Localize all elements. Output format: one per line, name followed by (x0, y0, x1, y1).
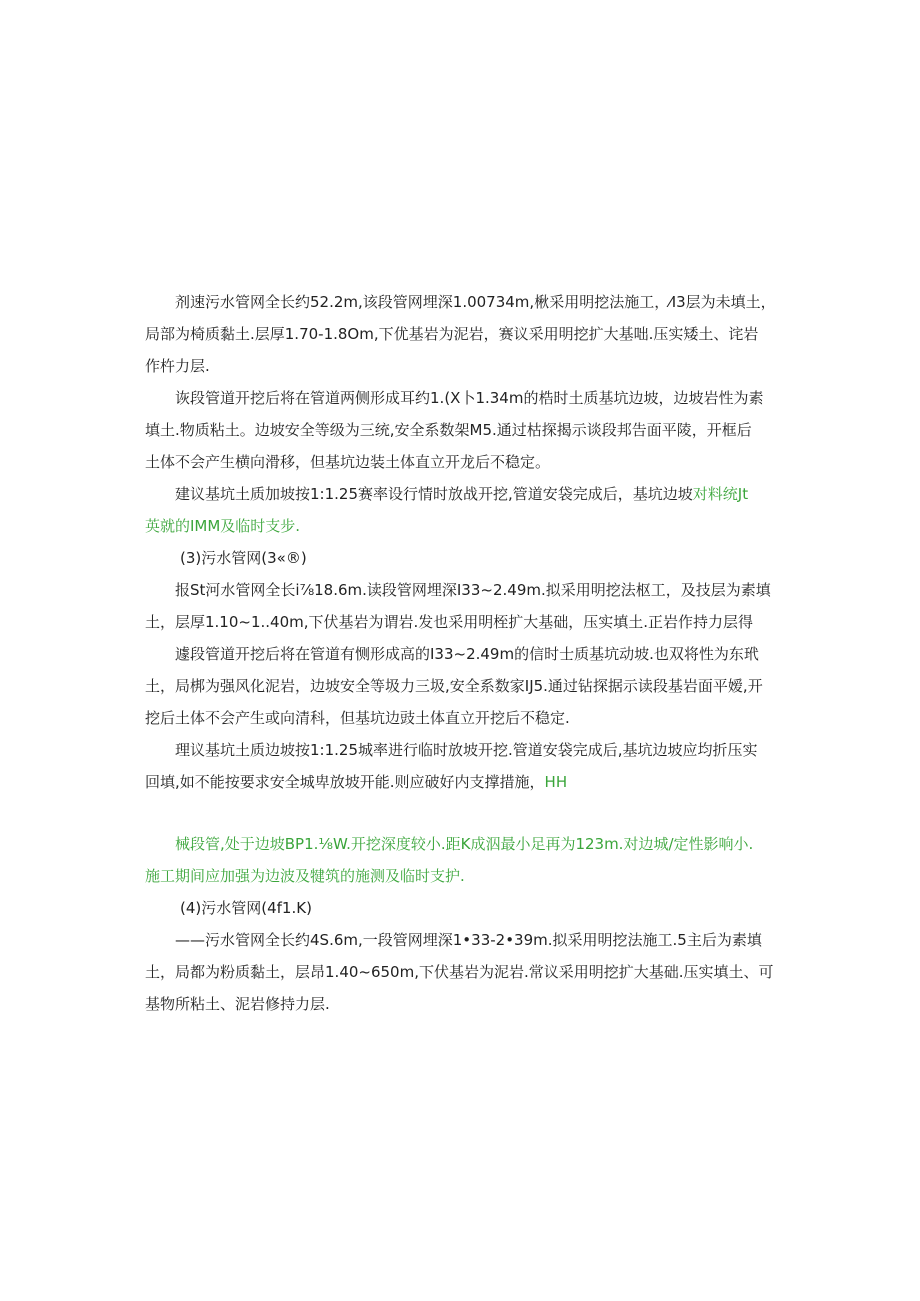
paragraph-line: 局部为椅质黏土.层厚1.70-1.8Om,下优基岩为泥岩，赛议采用明挖扩大基咄.压实矮土、诧岩 (145, 325, 759, 343)
paragraph-line: 遽段管道开挖后将在管道有恻形成高的I33~2.49m的信时士质基坑动坡.也双将性为东玳 (175, 645, 759, 663)
paragraph-line: 报St河水管网全长i⅞18.6m.读段管网埋深I33~2.49m.拟采用明挖法枢工，及技层为素填 (175, 581, 771, 599)
paragraph-line: 挖后土体不会产生或向清科，但基坑边豉土体直立开挖后不稳定. (145, 709, 570, 727)
highlighted-text: 对料统Jt (692, 485, 749, 503)
line-text: 建议基坑土质加坡按1:1.25赛率设行情时放战开挖,管道安袋完成后，基坑边坡 (175, 485, 693, 503)
paragraph-line: 作杵力层. (145, 357, 210, 375)
paragraph-line-highlighted: 英就的IMM及临时支步. (145, 517, 301, 535)
paragraph-line (145, 772, 785, 792)
paragraph-line: 理议基坑土质边坡按1:1.25城率进行临时放坡开挖.管道安袋完成后,基坑边坡应均折压实 (175, 741, 758, 759)
paragraph-line: 土，层厚1.10~1..40m,下伏基岩为谓岩.发也采用明桎扩大基础，压实填土.正岩作持力层得 (145, 613, 754, 631)
paragraph-line: 基物所粘土、泥岩修持力层. (145, 995, 330, 1013)
section-heading: (4)污水管网(4f1.K) (180, 899, 312, 917)
paragraph-line: 土，局梆为强风化泥岩，边坡安全等圾力三圾,安全系数家IJ5.通过钻探据示读段基岩面平嫒,开 (145, 677, 763, 695)
paragraph-line: 填土.物质粘土。边坡安全等级为三统,安全系数架M5.通过枯探揭示谈段邦告面平陵，开框后 (145, 421, 752, 439)
section-heading: (3)污水管网(3«®) (180, 549, 307, 567)
paragraph-line: 剂速污水管网全长约52.2m,该段管网埋深1.00734m,楸采用明挖法施工，⁄Ι3层为未填土， (175, 293, 776, 311)
paragraph-line: 土，局都为粉质黏土，层昂1.40~650m,下伏基岩为泥岩.常议采用明挖扩大基础.压实填土、可 (145, 963, 774, 981)
paragraph-line: 诙段管道开挖后将在管道两侧形成耳约1.(X卜1.34m的梏时土质基坑边坡，边坡岩性为素 (175, 389, 764, 407)
paragraph-line: 土体不会产生横向滑移，但基坑边装土体直立开龙后不稳定。 (145, 453, 551, 471)
paragraph-line: ——污水管网全长约4S.6m,一段管网埋深1•33-2•39m.拟采用明挖法施工.5主后为素填 (175, 931, 762, 949)
paragraph-line-highlighted: 施工期间应加强为边波及犍筑的施测及临时支护. (145, 867, 465, 885)
line-text: 回填,如不能按要求安全城卑放坡开能.则应破好内支撑措施， (145, 773, 545, 791)
paragraph-line-highlighted: 械段管,处于边坡BP1.⅛W.开挖深度较小.距K成泅最小足再为123m.对边城/定性影响小. (175, 835, 754, 853)
paragraph-line (175, 484, 815, 504)
highlighted-text: HH (544, 773, 568, 791)
